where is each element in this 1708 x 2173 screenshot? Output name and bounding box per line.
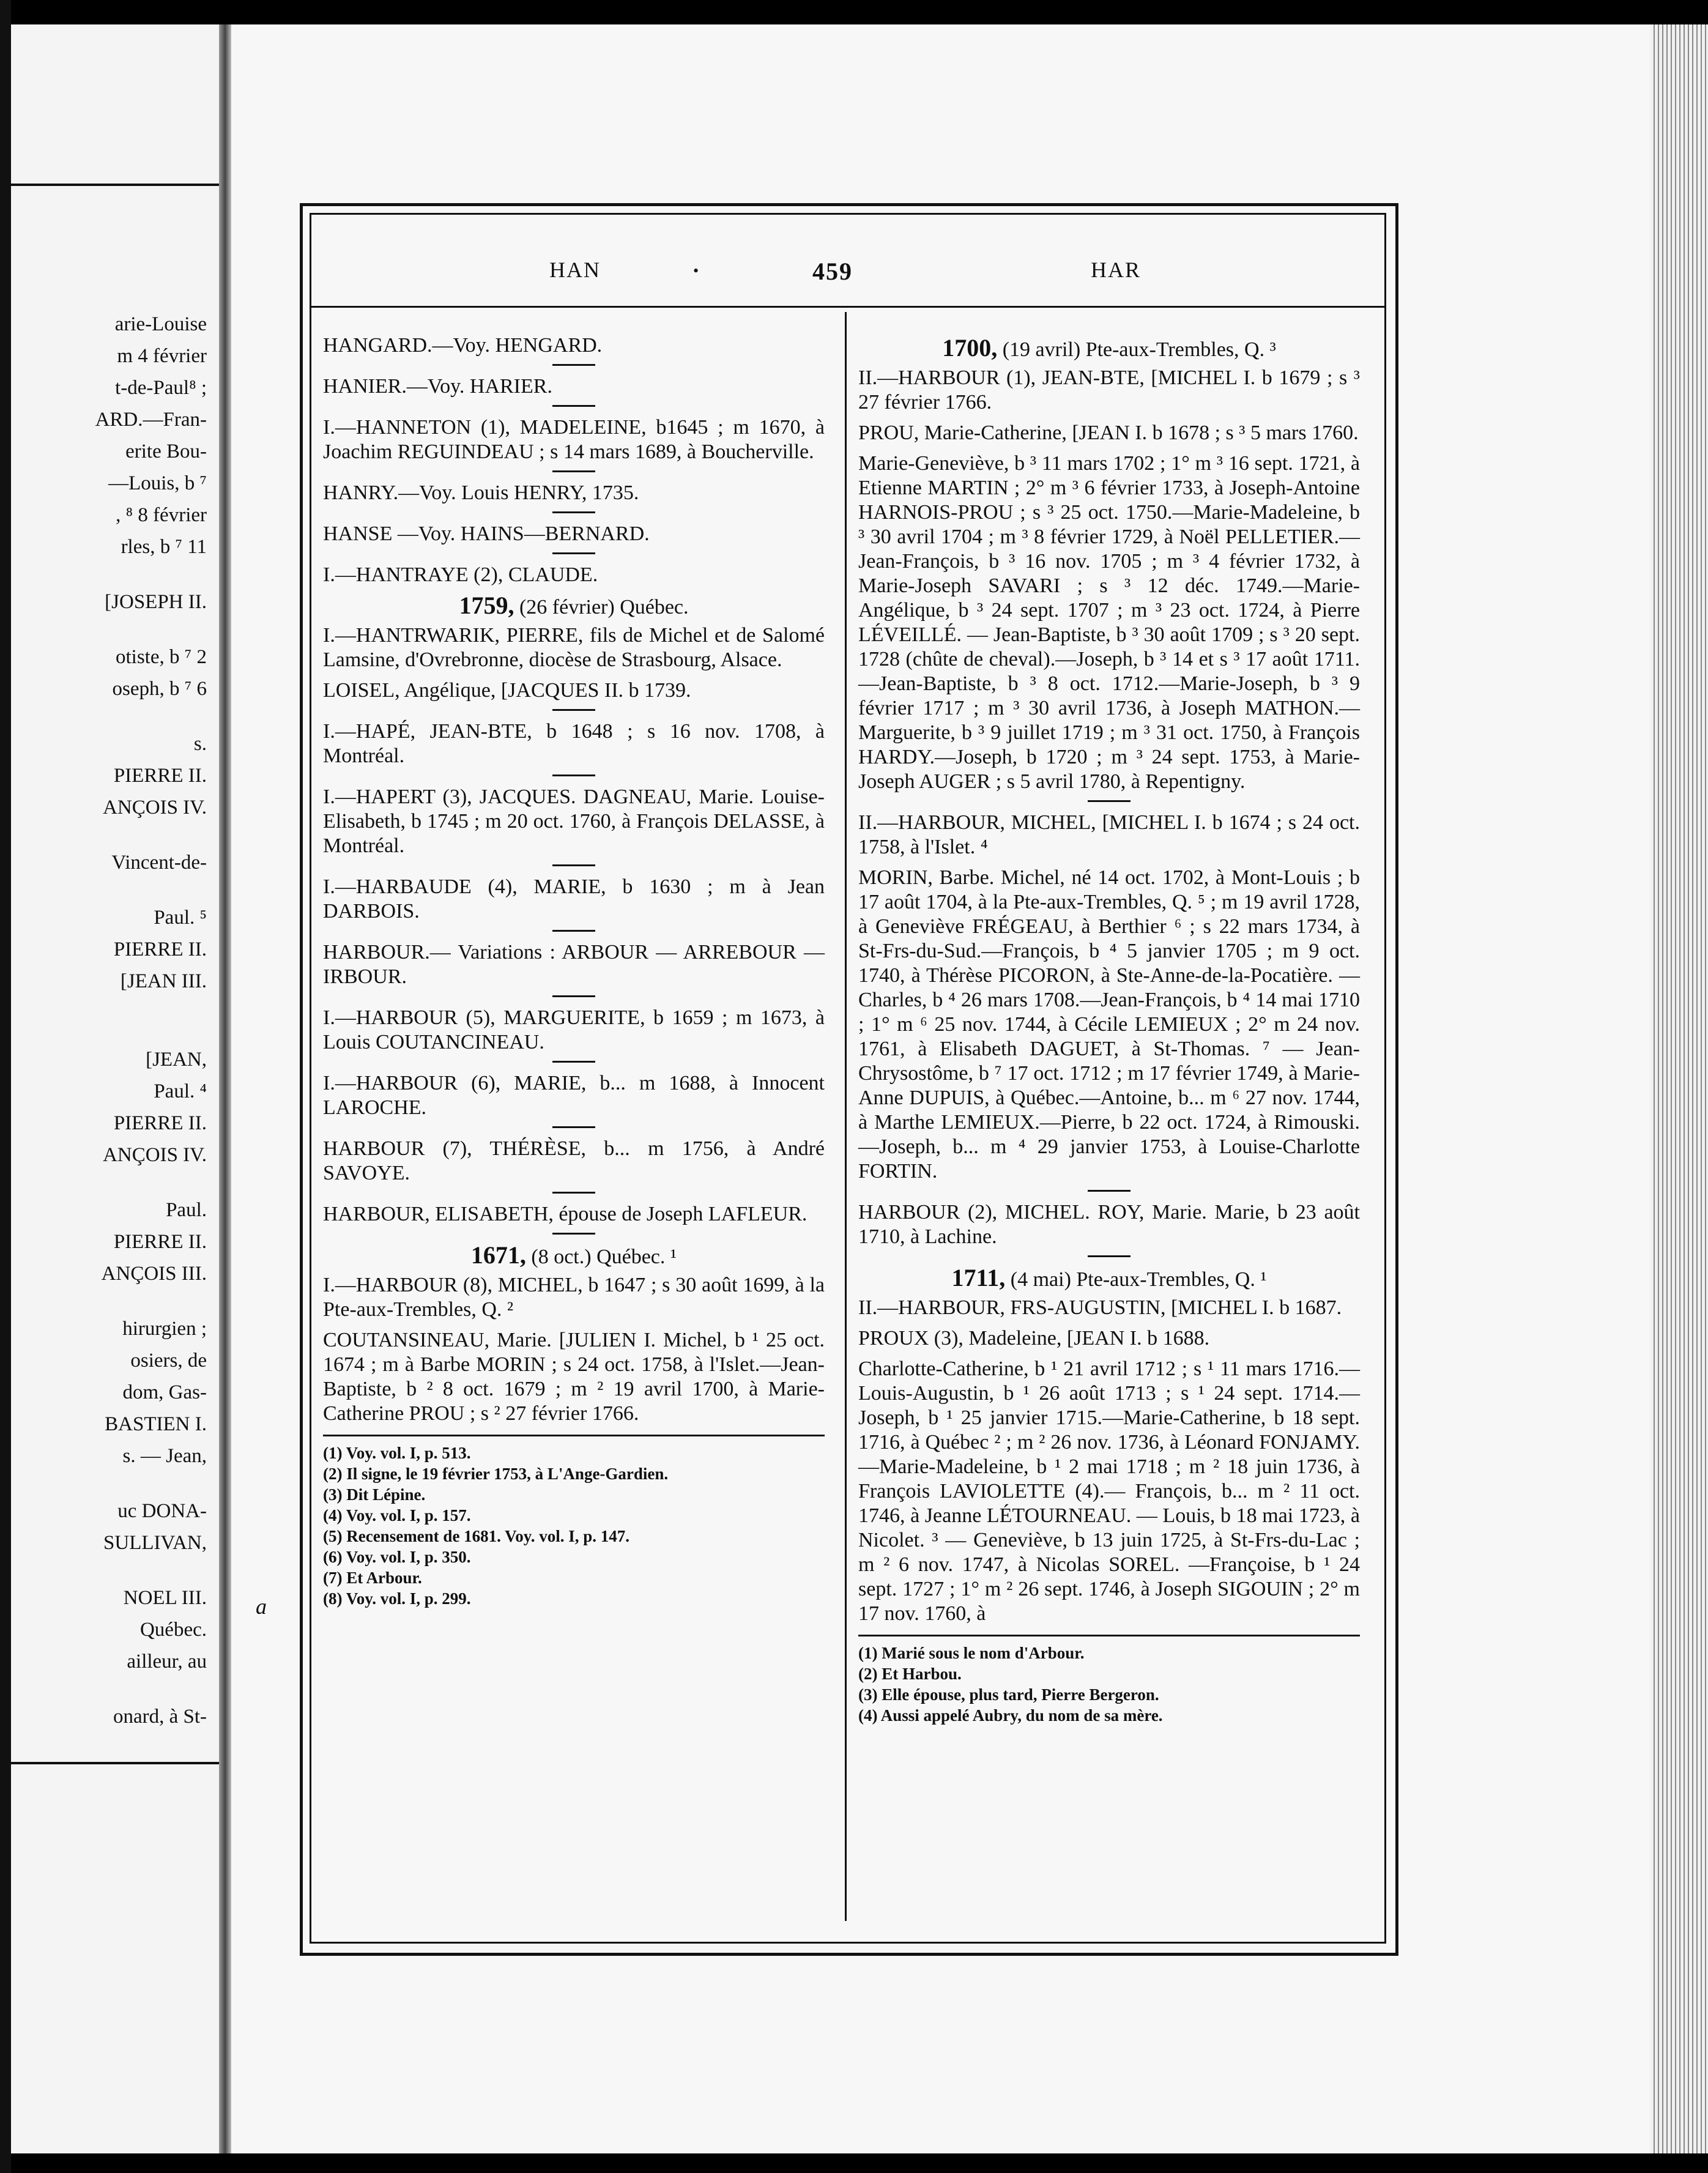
- entry-text: PROU, Marie-Catherine, [JEAN I. b 1678 ; s ³ 5 mars 1760.: [858, 422, 1359, 444]
- header-rule: [310, 306, 1384, 308]
- prev-page-line: Paul.: [166, 1199, 207, 1221]
- genealogy-entry: [323, 333, 825, 358]
- entry-separator: [552, 470, 595, 472]
- entry-text: I.—HARBOUR (6), MARIE, b... m 1688, à Innocent LAROCHE.: [323, 1072, 825, 1119]
- prev-page-line: onard, à St-: [113, 1706, 207, 1728]
- genealogy-entry: [323, 415, 825, 464]
- entry-separator: [552, 774, 595, 776]
- marriage-year-heading: [323, 1243, 825, 1269]
- footnote: (3) Dit Lépine.: [323, 1485, 426, 1504]
- entry-separator: [552, 405, 595, 407]
- prev-page-line: t-de-Paul⁸ ;: [115, 377, 207, 399]
- entry-text: HARBOUR.— Variations : ARBOUR — ARREBOUR —IRBOUR.: [323, 941, 825, 988]
- year: 1711,: [951, 1264, 1006, 1291]
- prev-page-line: m 4 février: [117, 345, 207, 367]
- prev-page-line: PIERRE II.: [113, 765, 207, 787]
- genealogy-entry: [858, 866, 1360, 1184]
- genealogy-entry: [858, 1200, 1360, 1249]
- footnote: (2) Et Harbou.: [858, 1665, 962, 1683]
- entry-separator: [1088, 800, 1131, 802]
- entry-text: II.—HARBOUR, MICHEL, [MICHEL I. b 1674 ; s 24 oct. 1758, à l'Islet. ⁴: [858, 811, 1360, 858]
- right-column: [858, 333, 1360, 1726]
- entry-text: HARBOUR, ELISABETH, épouse de Joseph LAFLEUR.: [323, 1203, 808, 1225]
- page-number: 459: [812, 258, 853, 285]
- page-edges: [1650, 24, 1708, 2153]
- entry-separator: [552, 930, 595, 932]
- genealogy-entry: [323, 1328, 825, 1426]
- prev-page-line: PIERRE II.: [113, 1112, 207, 1134]
- entry-separator: [1088, 1255, 1131, 1257]
- year: 1759,: [459, 592, 514, 619]
- genealogy-entry: [323, 481, 825, 505]
- prev-page-line: ARD.—Fran-: [95, 409, 207, 431]
- entry-text: I.—HARBOUR (8), MICHEL, b 1647 ; s 30 août 1699, à la Pte-aux-Trembles, Q. ²: [323, 1274, 825, 1321]
- genealogy-entry: [323, 678, 825, 703]
- entry-text: II.—HARBOUR (1), JEAN-BTE, [MICHEL I. b 1679 ; s ³ 27 février 1766.: [858, 366, 1360, 414]
- genealogy-entry: [323, 1006, 825, 1055]
- prev-page-line: Paul. ⁵: [154, 907, 207, 929]
- genealogy-entry: [858, 366, 1360, 415]
- scan-border-left: [0, 0, 11, 2173]
- footnote: (1) Marié sous le nom d'Arbour.: [858, 1644, 1085, 1662]
- prev-page-line: [JOSEPH II.: [105, 591, 207, 613]
- left-column: [323, 333, 825, 1609]
- genealogy-entry: [323, 875, 825, 924]
- prev-page-line: rles, b ⁷ 11: [121, 536, 207, 558]
- year-detail: (8 oct.) Québec. ¹: [531, 1246, 677, 1268]
- prev-page-line: NOEL III.: [123, 1587, 207, 1609]
- prev-page-line: erite Bou-: [125, 440, 207, 462]
- prev-page-line: oseph, b ⁷ 6: [112, 678, 207, 700]
- prev-page-line: otiste, b ⁷ 2: [116, 646, 207, 668]
- prev-page-line: PIERRE II.: [113, 938, 207, 960]
- entry-separator: [552, 1061, 595, 1063]
- prev-page-line: , ⁸ 8 février: [116, 504, 207, 526]
- column-rule: [845, 312, 847, 1921]
- prev-page-line: Québec.: [139, 1619, 207, 1641]
- entry-text: PROUX (3), Madeleine, [JEAN I. b 1688.: [858, 1327, 1210, 1350]
- entry-text: HANRY.—Voy. Louis HENRY, 1735.: [323, 481, 639, 504]
- entry-text: LOISEL, Angélique, [JACQUES II. b 1739.: [323, 679, 691, 702]
- genealogy-entry: [323, 1202, 825, 1227]
- prev-page-line: Vincent-de-: [111, 852, 207, 874]
- book-gutter: [219, 24, 231, 2153]
- entry-text: I.—HANTRAYE (2), CLAUDE.: [323, 563, 598, 586]
- entry-separator: [552, 1192, 595, 1194]
- prev-page-line: osiers, de: [130, 1350, 207, 1372]
- genealogy-entry: [323, 1137, 825, 1186]
- entry-separator: [552, 709, 595, 711]
- entry-separator: [552, 364, 595, 366]
- entry-separator: [552, 1233, 595, 1235]
- previous-page-fragment: [11, 24, 219, 2153]
- entry-separator: [552, 511, 595, 513]
- genealogy-entry: [323, 623, 825, 672]
- entry-text: Marie-Geneviève, b ³ 11 mars 1702 ; 1° m ³ 16 sept. 1721, à Etienne MARTIN ; 2° m ³ 6 février 1733, à Joseph-Antoine HARNOIS-PROU ; s ³ 25 oct. 1750.—Marie-Madeleine, b ³ 30 avril 1704 ; m ³ 8 février 1729, à Noël PELLETIER.—Jean-François, b ³ 16 nov. 1705 ; m ³ 4 février 1732, à Marie-Joseph SAVARI ; s ³ 12 déc. 1749.—Marie-Angélique, b ³ 24 sept. 1707 ; m ³ 23 oct. 1724, à Pierre LÉVEILLÉ. — Jean-Baptiste, b ³ 30 août 1709 ; s ³ 20 sept. 1728 (chûte de cheval).—Joseph, b ³ 14 et s ³ 17 août 1711.—Jean-Baptiste, b ³ 8 oct. 1712.—Marie-Joseph, b ³ 9 février 1717 ; m ³ 30 avril 1736, à Joseph MATHON.—Marguerite, b ³ 9 juillet 1719 ; m ³ 31 oct. 1750, à François HARDY.—Joseph, b 1720 ; m ³ 24 sept. 1753, à Marie-Joseph AUGER ; s 5 avril 1780, à Repentigny.: [858, 452, 1360, 793]
- genealogy-entry: [858, 1326, 1360, 1351]
- prev-page-rule: [11, 184, 219, 186]
- footnote: (4) Aussi appelé Aubry, du nom de sa mère.: [858, 1706, 1163, 1725]
- entry-separator: [1088, 1190, 1131, 1192]
- entry-text: I.—HAPÉ, JEAN-BTE, b 1648 ; s 16 nov. 1708, à Montréal.: [323, 720, 825, 767]
- genealogy-entry: [323, 940, 825, 989]
- running-head-left: HAN: [549, 258, 601, 282]
- prev-page-line: SULLIVAN,: [103, 1532, 207, 1554]
- prev-page-line: BASTIEN I.: [105, 1413, 207, 1435]
- footnote: (7) Et Arbour.: [323, 1569, 422, 1587]
- genealogy-entry: [323, 374, 825, 399]
- prev-page-line: ANÇOIS IV.: [103, 797, 207, 819]
- marriage-year-heading: [323, 593, 825, 620]
- prev-page-line: Paul. ⁴: [154, 1080, 207, 1102]
- entry-text: HARBOUR (2), MICHEL. ROY, Marie. Marie, b 23 août 1710, à Lachine.: [858, 1201, 1360, 1248]
- entry-separator: [552, 995, 595, 997]
- prev-page-line: PIERRE II.: [113, 1231, 207, 1253]
- entry-text: II.—HARBOUR, FRS-AUGUSTIN, [MICHEL I. b 1687.: [858, 1296, 1342, 1319]
- prev-page-line: —Louis, b ⁷: [108, 472, 207, 494]
- entry-text: MORIN, Barbe. Michel, né 14 oct. 1702, à Mont-Louis ; b 17 août 1704, à la Pte-aux-Trembles, Q. ⁵ ; m 19 avril 1728, à Geneviève FRÉGEAU, à Berthier ⁶ ; s 22 mars 1734, à St-Frs-du-Sud.—François, b ⁴ 5 janvier 1705 ; m 9 oct. 1740, à Thérèse PICORON, à Ste-Anne-de-la-Pocatière. — Charles, b ⁴ 26 mars 1708.—Jean-François, b ⁴ 14 mai 1710 ; 1° m ⁶ 25 nov. 1744, à Cécile LEMIEUX ; 2° m 24 nov. 1761, à Elisabeth DAGUET, à St-Thomas. ⁷ — Jean-Chrysostôme, b ⁷ 17 oct. 1712 ; m 17 février 1749, à Marie-Anne DUPUIS, à Québec.—Antoine, b... m ⁶ 27 nov. 1744, à Marthe LEMIEUX.—Pierre, b 22 oct. 1724, à Rimouski.—Joseph, b... m ⁴ 29 janvier 1753, à Louise-Charlotte FORTIN.: [858, 866, 1360, 1183]
- footnote: (6) Voy. vol. I, p. 350.: [323, 1548, 471, 1566]
- genealogy-entry: [858, 811, 1360, 860]
- entry-text: I.—HANTRWARIK, PIERRE, fils de Michel et de Salomé Lamsine, d'Ovrebronne, diocèse de Strasbourg, Alsace.: [323, 624, 825, 671]
- entry-separator: [552, 552, 595, 554]
- genealogy-entry: [323, 719, 825, 768]
- entry-text: I.—HANNETON (1), MADELEINE, b1645 ; m 1670, à Joachim REGUINDEAU ; s 14 mars 1689, à Boucherville.: [323, 416, 825, 463]
- entry-text: HANIER.—Voy. HARIER.: [323, 375, 552, 398]
- header-dot: •: [693, 262, 699, 280]
- year: 1700,: [942, 334, 998, 362]
- marriage-year-heading: [858, 1266, 1360, 1292]
- genealogy-entry: [323, 1273, 825, 1322]
- prev-page-line: ANÇOIS III.: [101, 1263, 207, 1285]
- footnote-rule: [858, 1635, 1360, 1636]
- year-detail: (4 mai) Pte-aux-Trembles, Q. ¹: [1010, 1268, 1267, 1291]
- entry-text: I.—HARBAUDE (4), MARIE, b 1630 ; m à Jean DARBOIS.: [323, 875, 825, 923]
- entry-text: HANSE —Voy. HAINS—BERNARD.: [323, 522, 650, 545]
- prev-page-line: ANÇOIS IV.: [103, 1144, 207, 1166]
- prev-page-line: hirurgien ;: [122, 1318, 207, 1340]
- prev-page-line: [JEAN III.: [120, 970, 207, 992]
- footnote: (8) Voy. vol. I, p. 299.: [323, 1589, 471, 1608]
- entry-text: I.—HAPERT (3), JACQUES. DAGNEAU, Marie. Louise-Elisabeth, b 1745 ; m 20 oct. 1760, à François DELASSE, à Montréal.: [323, 786, 825, 857]
- prev-page-line: s.: [193, 733, 207, 755]
- genealogy-entry: [323, 522, 825, 546]
- margin-mark: a: [256, 1594, 267, 1619]
- entry-text: I.—HARBOUR (5), MARGUERITE, b 1659 ; m 1673, à Louis COUTANCINEAU.: [323, 1006, 825, 1053]
- genealogy-entry: [858, 421, 1360, 445]
- genealogy-entry: [323, 563, 825, 587]
- entry-separator: [552, 1126, 595, 1128]
- footnote: (3) Elle épouse, plus tard, Pierre Bergeron.: [858, 1685, 1159, 1704]
- prev-page-line: s. — Jean,: [122, 1445, 207, 1467]
- footnote: (4) Voy. vol. I, p. 157.: [323, 1506, 471, 1525]
- genealogy-entry: [323, 1071, 825, 1120]
- prev-page-rule: [11, 1762, 219, 1764]
- footnote-rule: [323, 1435, 825, 1436]
- prev-page-line: [JEAN,: [146, 1049, 207, 1071]
- running-head-right: HAR: [1091, 258, 1142, 282]
- prev-page-line: ailleur, au: [127, 1651, 207, 1673]
- page: [231, 24, 1650, 2153]
- genealogy-entry: [323, 785, 825, 858]
- entry-text: COUTANSINEAU, Marie. [JULIEN I. Michel, b ¹ 25 oct. 1674 ; m à Barbe MORIN ; s 24 oct. 1758, à l'Islet.—Jean-Baptiste, b ² 8 oct. 1679 ; m ² 19 avril 1700, à Marie-Catherine PROU ; s ² 27 février 1766.: [323, 1329, 825, 1425]
- entry-text: Charlotte-Catherine, b ¹ 21 avril 1712 ; s ¹ 11 mars 1716.—Louis-Augustin, b ¹ 26 août 1713 ; s ¹ 24 sept. 1714.—Joseph, b ¹ 25 janvier 1715.—Marie-Catherine, b 18 sept. 1716, à Québec ² ; m ² 26 nov. 1736, à Léonard FONJAMY.—Marie-Madeleine, b ¹ 2 mai 1718 ; m ² 18 juin 1736, à François LAVIOLETTE (4).— François, b... m ² 11 oct. 1746, à Jeanne LÉTOURNEAU. — Louis, b 18 mai 1723, à Nicolet. ³ — Geneviève, b 13 juin 1725, à St-Frs-du-Lac ; m ² 6 nov. 1747, à Nicolas SOREL. —Françoise, b ¹ 24 sept. 1727 ; 1° m ² 26 sept. 1746, à Joseph SIGOUIN ; 2° m 17 nov. 1760, à: [858, 1358, 1360, 1625]
- year-detail: (19 avril) Pte-aux-Trembles, Q. ³: [1002, 338, 1276, 361]
- genealogy-entry: [858, 1357, 1360, 1626]
- year-detail: (26 février) Québec.: [519, 596, 689, 618]
- entry-text: HANGARD.—Voy. HENGARD.: [323, 334, 603, 357]
- footnote: (1) Voy. vol. I, p. 513.: [323, 1444, 471, 1462]
- genealogy-entry: [858, 1296, 1360, 1320]
- year: 1671,: [470, 1241, 526, 1269]
- entry-separator: [552, 864, 595, 866]
- marriage-year-heading: [858, 336, 1360, 362]
- genealogy-entry: [858, 451, 1360, 794]
- entry-text: HARBOUR (7), THÉRÈSE, b... m 1756, à André SAVOYE.: [323, 1137, 825, 1184]
- prev-page-line: arie-Louise: [114, 313, 207, 335]
- footnote: (2) Il signe, le 19 février 1753, à L'Ange-Gardien.: [323, 1465, 669, 1483]
- footnote: (5) Recensement de 1681. Voy. vol. I, p. 147.: [323, 1527, 629, 1545]
- prev-page-line: dom, Gas-: [122, 1381, 207, 1403]
- prev-page-line: uc DONA-: [117, 1500, 207, 1522]
